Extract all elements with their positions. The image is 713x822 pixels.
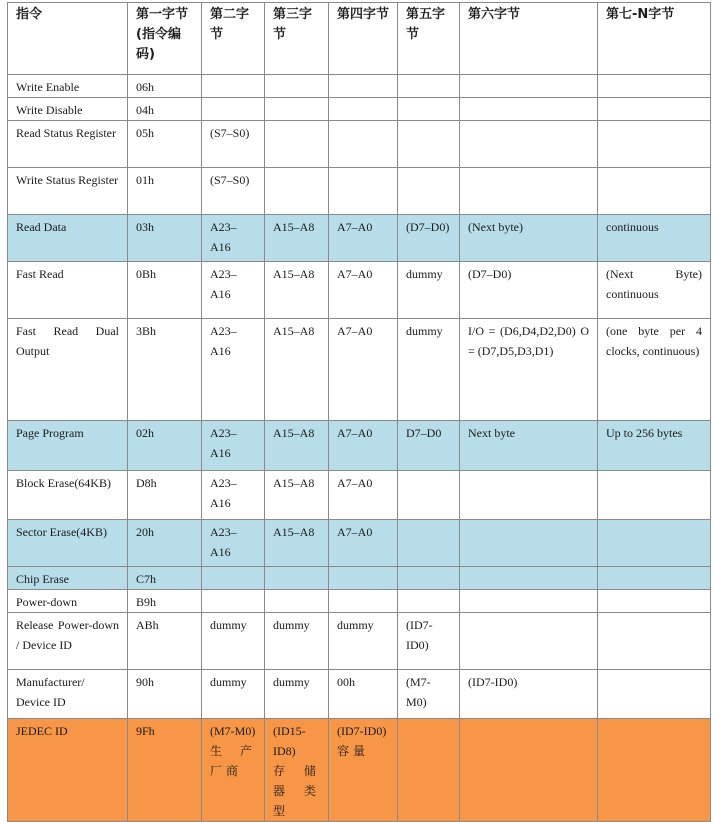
table-row bbox=[8, 590, 711, 613]
table-cell bbox=[265, 319, 329, 421]
command-name-cell bbox=[8, 168, 128, 215]
cell-text: Manufacturer/ Device ID bbox=[16, 675, 85, 709]
table-cell bbox=[128, 215, 202, 262]
table-row bbox=[8, 98, 711, 121]
table-cell bbox=[329, 215, 398, 262]
command-name-cell bbox=[8, 421, 128, 471]
table-cell bbox=[329, 471, 398, 520]
table-row bbox=[8, 262, 711, 319]
table-cell bbox=[265, 670, 329, 719]
table-cell bbox=[329, 262, 398, 319]
table-cell bbox=[460, 590, 598, 613]
table-cell bbox=[128, 613, 202, 670]
table-cell bbox=[329, 590, 398, 613]
cell-text: 9Fh bbox=[136, 724, 155, 738]
table-cell bbox=[202, 75, 265, 98]
cell-text: dummy bbox=[210, 618, 247, 632]
table-cell bbox=[202, 421, 265, 471]
table-cell bbox=[598, 471, 711, 520]
cell-text: Next byte bbox=[468, 426, 515, 440]
table-row bbox=[8, 319, 711, 421]
table-cell bbox=[398, 98, 460, 121]
header-row bbox=[8, 3, 711, 75]
table-cell bbox=[598, 520, 711, 567]
command-name-cell bbox=[8, 613, 128, 670]
table-cell bbox=[202, 719, 265, 822]
table-cell bbox=[128, 520, 202, 567]
command-name-cell bbox=[8, 670, 128, 719]
table-row bbox=[8, 670, 711, 719]
cell-text: (ID7-ID0) bbox=[468, 675, 518, 689]
table-cell bbox=[598, 262, 711, 319]
table-cell bbox=[128, 121, 202, 168]
table-cell bbox=[265, 421, 329, 471]
command-name-cell bbox=[8, 319, 128, 421]
table-cell bbox=[460, 567, 598, 590]
cell-text: A7–A0 bbox=[337, 220, 373, 234]
header-cell: 第六字节 bbox=[460, 3, 598, 75]
cell-text: 90h bbox=[136, 675, 154, 689]
table-cell bbox=[598, 719, 711, 822]
table-cell bbox=[265, 121, 329, 168]
cell-text: (ID15-ID8) bbox=[273, 724, 306, 758]
cell-text: Chip Erase bbox=[16, 572, 69, 586]
cell-text: A15–A8 bbox=[273, 267, 315, 281]
table-cell bbox=[398, 319, 460, 421]
cell-text: dummy bbox=[406, 267, 443, 281]
table-cell bbox=[202, 567, 265, 590]
table-cell bbox=[128, 719, 202, 822]
cell-text: dummy bbox=[210, 675, 247, 689]
cell-text: ABh bbox=[136, 618, 159, 632]
table-cell bbox=[329, 670, 398, 719]
table-cell bbox=[128, 262, 202, 319]
table-cell bbox=[202, 121, 265, 168]
table-cell bbox=[598, 670, 711, 719]
cell-text: I/O = (D6,D4,D2,D0) O = (D7,D5,D3,D1) bbox=[468, 324, 589, 358]
command-name-cell bbox=[8, 75, 128, 98]
cell-text: D8h bbox=[136, 476, 157, 490]
cell-text: B9h bbox=[136, 595, 157, 609]
table-row bbox=[8, 613, 711, 670]
cell-text: A15–A8 bbox=[273, 220, 315, 234]
cell-text: C7h bbox=[136, 572, 157, 586]
table-cell bbox=[598, 98, 711, 121]
table-cell bbox=[329, 75, 398, 98]
table-cell bbox=[265, 719, 329, 822]
cell-text: 02h bbox=[136, 426, 154, 440]
cell-text: A7–A0 bbox=[337, 267, 373, 281]
table-cell bbox=[265, 613, 329, 670]
table-cell bbox=[329, 421, 398, 471]
table-cell bbox=[202, 98, 265, 121]
cell-text: A7–A0 bbox=[337, 426, 373, 440]
table-cell bbox=[329, 98, 398, 121]
table-cell bbox=[398, 262, 460, 319]
table-cell bbox=[598, 421, 711, 471]
cell-text: (ID7-ID0) bbox=[406, 618, 433, 652]
command-name-cell bbox=[8, 471, 128, 520]
table-cell bbox=[265, 168, 329, 215]
table-cell bbox=[128, 98, 202, 121]
cell-text: D7–D0 bbox=[406, 426, 442, 440]
cell-text: dummy bbox=[273, 618, 310, 632]
cell-text: A15–A8 bbox=[273, 476, 315, 490]
table-cell bbox=[329, 613, 398, 670]
cell-text: A7–A0 bbox=[337, 324, 373, 338]
cell-text: Write Disable bbox=[16, 103, 83, 117]
cell-text: Read Data bbox=[16, 220, 67, 234]
table-row bbox=[8, 215, 711, 262]
table-cell bbox=[202, 520, 265, 567]
table-row bbox=[8, 471, 711, 520]
table-cell bbox=[460, 215, 598, 262]
table-cell bbox=[202, 168, 265, 215]
table-cell bbox=[460, 75, 598, 98]
cell-text: 3Bh bbox=[136, 324, 157, 338]
table-cell bbox=[598, 590, 711, 613]
cell-text: A23–A16 bbox=[210, 220, 237, 254]
table-row bbox=[8, 75, 711, 98]
cell-text: Write Status Register bbox=[16, 173, 119, 187]
table-cell bbox=[460, 719, 598, 822]
table-cell bbox=[265, 262, 329, 319]
table-cell bbox=[202, 590, 265, 613]
command-name-cell bbox=[8, 121, 128, 168]
cell-text: 0Bh bbox=[136, 267, 157, 281]
table-cell bbox=[398, 590, 460, 613]
table-cell bbox=[202, 215, 265, 262]
table-cell bbox=[398, 121, 460, 168]
cell-text: (D7–D0) bbox=[468, 267, 512, 281]
table-cell bbox=[460, 520, 598, 567]
table-cell bbox=[598, 319, 711, 421]
cell-text: A15–A8 bbox=[273, 426, 315, 440]
table-cell bbox=[202, 319, 265, 421]
table-cell bbox=[128, 471, 202, 520]
table-cell bbox=[398, 168, 460, 215]
cell-text: Power-down bbox=[16, 595, 78, 609]
table-cell bbox=[460, 471, 598, 520]
table-cell bbox=[398, 421, 460, 471]
cell-note: 容量 bbox=[337, 744, 370, 758]
table-cell bbox=[128, 421, 202, 471]
table-cell bbox=[598, 75, 711, 98]
table-cell bbox=[329, 567, 398, 590]
table-cell bbox=[598, 567, 711, 590]
table-row bbox=[8, 567, 711, 590]
table-row bbox=[8, 719, 711, 822]
cell-note: 存储器类型 bbox=[273, 764, 320, 818]
table-cell bbox=[202, 670, 265, 719]
table-cell bbox=[398, 75, 460, 98]
table-cell bbox=[265, 567, 329, 590]
cell-text: continuous bbox=[606, 220, 659, 234]
table-cell bbox=[598, 215, 711, 262]
table-cell bbox=[265, 98, 329, 121]
table-cell bbox=[202, 262, 265, 319]
table-cell bbox=[398, 471, 460, 520]
cell-text: 20h bbox=[136, 525, 154, 539]
header-cell: 第四字节 bbox=[329, 3, 398, 75]
table-cell bbox=[128, 75, 202, 98]
cell-text: Read Status Register bbox=[16, 126, 116, 140]
command-table bbox=[7, 2, 711, 822]
command-name-cell bbox=[8, 590, 128, 613]
cell-text: dummy bbox=[406, 324, 443, 338]
cell-text: A23–A16 bbox=[210, 324, 237, 358]
table-cell bbox=[398, 520, 460, 567]
cell-text: Fast Read bbox=[16, 267, 64, 281]
table-row bbox=[8, 168, 711, 215]
table-cell bbox=[460, 262, 598, 319]
table-cell bbox=[265, 520, 329, 567]
table-cell bbox=[329, 319, 398, 421]
table-cell bbox=[329, 719, 398, 822]
cell-text: Sector Erase(4KB) bbox=[16, 525, 107, 539]
table-cell bbox=[460, 98, 598, 121]
command-name-cell bbox=[8, 98, 128, 121]
header-cell: 第七-N字节 bbox=[598, 3, 711, 75]
cell-text: Release Power-down / Device ID bbox=[16, 618, 119, 652]
cell-text: 05h bbox=[136, 126, 154, 140]
table-cell bbox=[265, 215, 329, 262]
table-cell bbox=[460, 319, 598, 421]
cell-text: (Next byte) bbox=[468, 220, 523, 234]
table-cell bbox=[398, 719, 460, 822]
cell-text: A23–A16 bbox=[210, 426, 237, 460]
cell-text: Block Erase(64KB) bbox=[16, 476, 111, 490]
cell-text: A23–A16 bbox=[210, 267, 237, 301]
table-cell bbox=[329, 520, 398, 567]
cell-note: 生产厂商 bbox=[210, 744, 256, 778]
cell-text: JEDEC ID bbox=[16, 724, 68, 738]
table-cell bbox=[128, 590, 202, 613]
cell-text: (D7–D0) bbox=[406, 220, 450, 234]
table-cell bbox=[598, 168, 711, 215]
table-cell bbox=[460, 670, 598, 719]
cell-text: (M7-M0) bbox=[210, 724, 256, 738]
command-name-cell bbox=[8, 215, 128, 262]
cell-text: dummy bbox=[337, 618, 374, 632]
cell-text: Write Enable bbox=[16, 80, 80, 94]
table-cell bbox=[202, 613, 265, 670]
header-cell: 第二字节 bbox=[202, 3, 265, 75]
header-cell: 指令 bbox=[8, 3, 128, 75]
table-cell bbox=[128, 168, 202, 215]
cell-text: (M7-M0) bbox=[406, 675, 431, 709]
cell-text: A23–A16 bbox=[210, 525, 237, 559]
table-cell bbox=[460, 613, 598, 670]
cell-text: 04h bbox=[136, 103, 154, 117]
table-cell bbox=[265, 471, 329, 520]
table-cell bbox=[460, 168, 598, 215]
cell-text: (one byte per 4 clocks, continuous) bbox=[606, 324, 702, 358]
command-name-cell bbox=[8, 262, 128, 319]
table-cell bbox=[398, 215, 460, 262]
table-cell bbox=[398, 670, 460, 719]
table-cell bbox=[128, 567, 202, 590]
cell-text: A23–A16 bbox=[210, 476, 237, 510]
header-cell: 第三字节 bbox=[265, 3, 329, 75]
table-cell bbox=[128, 319, 202, 421]
cell-text: (ID7-ID0) bbox=[337, 724, 387, 738]
table-row bbox=[8, 421, 711, 471]
table-cell bbox=[329, 168, 398, 215]
cell-text: Up to 256 bytes bbox=[606, 426, 683, 440]
cell-text: dummy bbox=[273, 675, 310, 689]
table-cell bbox=[329, 121, 398, 168]
table-cell bbox=[460, 121, 598, 168]
table-row bbox=[8, 520, 711, 567]
cell-text: A15–A8 bbox=[273, 324, 315, 338]
cell-text: 01h bbox=[136, 173, 154, 187]
cell-text: A7–A0 bbox=[337, 525, 373, 539]
cell-text: (S7–S0) bbox=[210, 126, 250, 140]
command-name-cell bbox=[8, 567, 128, 590]
table-row bbox=[8, 121, 711, 168]
command-name-cell bbox=[8, 520, 128, 567]
cell-text: Page Program bbox=[16, 426, 84, 440]
table-cell bbox=[598, 613, 711, 670]
header-cell: 第五字节 bbox=[398, 3, 460, 75]
cell-text: A7–A0 bbox=[337, 476, 373, 490]
table-cell bbox=[598, 121, 711, 168]
table-cell bbox=[265, 590, 329, 613]
cell-text: A15–A8 bbox=[273, 525, 315, 539]
table-cell bbox=[202, 471, 265, 520]
table-cell bbox=[265, 75, 329, 98]
table-cell bbox=[460, 421, 598, 471]
cell-text: Fast Read Dual Output bbox=[16, 324, 119, 358]
cell-text: 06h bbox=[136, 80, 154, 94]
table-cell bbox=[128, 670, 202, 719]
command-name-cell bbox=[8, 719, 128, 822]
table-cell bbox=[398, 613, 460, 670]
table-cell bbox=[398, 567, 460, 590]
cell-text: (Next Byte) continuous bbox=[606, 267, 702, 301]
cell-text: 00h bbox=[337, 675, 355, 689]
cell-text: 03h bbox=[136, 220, 154, 234]
cell-text: (S7–S0) bbox=[210, 173, 250, 187]
header-cell: 第一字节(指令编码) bbox=[128, 3, 202, 75]
